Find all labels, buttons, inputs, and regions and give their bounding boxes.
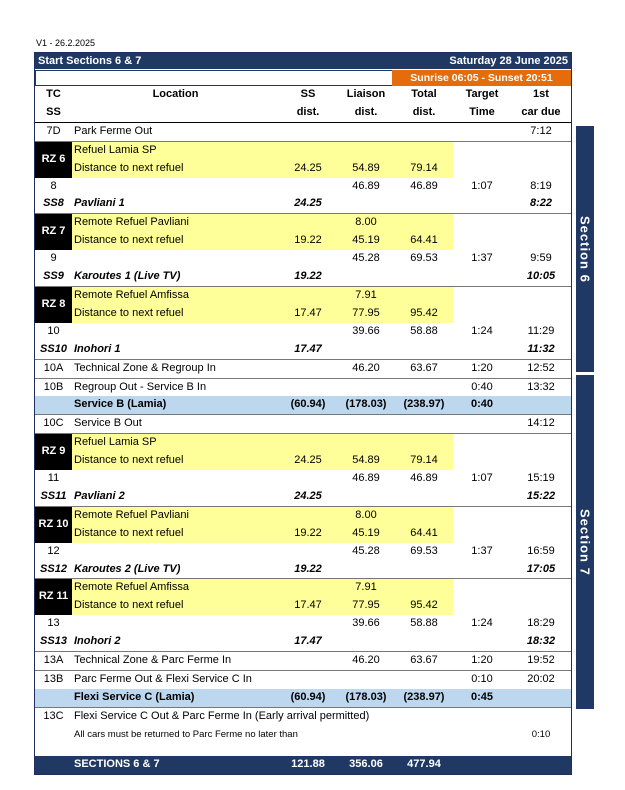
liaison-distance [337,122,395,141]
column-header: dist. [395,104,453,122]
column-header: Target [465,88,499,100]
refuel-zone-row [35,141,571,159]
ss-distance: 24.25 [279,488,337,506]
column-header: dist. [337,104,395,122]
empty-cell [35,726,72,744]
empty-cell [453,286,511,304]
location: Flexi Service C Out & Parc Ferme In (Early arrival permitted) [72,707,453,725]
column-header: car due [511,104,571,122]
total-distance: 64.41 [395,232,453,250]
note-text: All cars must be returned to Parc Ferme no later than [74,728,298,740]
liaison-distance: (178.03) [337,396,395,414]
note-time: 0:10 [531,728,551,740]
stage-name: Karoutes 1 (Live TV) [72,268,279,286]
stage-start-time: 18:32 [511,633,571,651]
service-row [35,689,571,707]
itinerary-table [35,86,571,774]
refuel-zone-number: RZ 10 [35,506,72,542]
liaison-total: 356.06 [337,756,395,774]
liaison-distance: 45.19 [337,232,395,250]
column-header: TC [46,88,61,100]
empty-cell [453,756,511,774]
empty-cell [453,141,511,159]
total-distance [395,415,453,434]
target-time: 1:24 [471,617,493,630]
liaison-distance: 46.89 [352,179,380,192]
empty-cell [511,597,571,615]
spacer-row [35,744,571,756]
empty-cell [511,506,571,524]
liaison-distance: 77.95 [337,305,395,323]
empty-cell [511,452,571,470]
refuel-distance-label: Distance to next refuel [72,452,279,470]
ss-distance: 24.25 [279,452,337,470]
special-stage-row [35,341,571,359]
sheet-header [35,53,571,69]
first-car-due: 8:19 [530,179,552,192]
empty-cell [511,579,571,597]
refuel-distance-label: Distance to next refuel [72,597,279,615]
refuel-distance-row [35,525,571,543]
sun-row-spacer [35,70,392,86]
refuel-zone-row [35,214,571,232]
liaison-distance: 8.00 [337,214,395,232]
ss-distance: 24.25 [279,195,337,213]
refuel-distance-label: Distance to next refuel [72,525,279,543]
tc-number: 13 [47,617,60,630]
event-date: Saturday 28 June 2025 [449,55,568,67]
empty-cell [279,615,337,633]
total-distance: 58.88 [410,617,438,630]
empty-cell [35,756,72,774]
empty-cell [511,396,571,414]
stage-start-time: 15:22 [511,488,571,506]
tc-number: 11 [47,472,60,485]
tc-number: 10B [35,378,72,396]
total-distance: 64.41 [395,525,453,543]
sun-row [35,69,571,86]
time-control-row [35,470,571,488]
target-time: 1:20 [453,359,511,378]
time-control-row [35,178,571,196]
stage-number: SS8 [35,195,72,213]
ss-distance: 19.22 [279,561,337,579]
section-6-band [576,126,594,372]
totals-label: SECTIONS 6 & 7 [72,756,279,774]
ss-distance [279,214,337,232]
time-control-row [35,415,571,434]
total-distance: 79.14 [395,452,453,470]
liaison-distance: 46.89 [352,472,380,485]
liaison-distance [337,415,395,434]
stage-start-time: 10:05 [511,268,571,286]
stage-number: SS12 [35,561,72,579]
section-6-label: Section 6 [577,215,593,283]
section-7-band [576,375,594,709]
empty-cell [72,178,279,196]
refuel-location: Remote Refuel Amfissa [72,579,279,597]
total-distance: (238.97) [395,396,453,414]
liaison-distance: 7.91 [337,579,395,597]
ss-distance: 17.47 [279,633,337,651]
stage-start-time: 11:32 [511,341,571,359]
target-time [453,415,511,434]
empty-cell [511,525,571,543]
first-car-due: 19:52 [511,652,571,671]
first-car-due: 11:29 [527,324,555,337]
ss-distance: 17.47 [279,597,337,615]
stage-name: Pavliani 1 [72,195,279,213]
empty-cell [453,232,511,250]
refuel-distance-row [35,597,571,615]
liaison-distance: (178.03) [337,689,395,707]
ss-distance [279,579,337,597]
grand-total: 477.94 [395,756,453,774]
total-distance: 69.53 [410,544,438,557]
liaison-distance: 77.95 [337,597,395,615]
stage-number: SS10 [35,341,72,359]
refuel-zone-row [35,579,571,597]
refuel-distance-row [35,452,571,470]
empty-cell [395,341,453,359]
empty-cell [453,633,511,651]
target-time [453,122,511,141]
column-header: Liaison [346,88,386,100]
empty-cell [35,396,72,414]
refuel-zone-number: RZ 8 [35,286,72,322]
empty-cell [453,525,511,543]
refuel-zone-number: RZ 7 [35,214,72,250]
time-control-row [35,652,571,671]
empty-cell [395,488,453,506]
liaison-distance: 46.20 [337,652,395,671]
refuel-location: Refuel Lamia SP [72,434,279,452]
special-stage-row [35,488,571,506]
note-row [35,726,571,744]
target-time: 0:10 [453,671,511,689]
tc-number: 9 [50,252,57,265]
time-control-row [35,543,571,561]
stage-name: Karoutes 2 (Live TV) [72,561,279,579]
time-control-row [35,671,571,689]
empty-cell [453,561,511,579]
location: Park Ferme Out [72,122,279,141]
tc-number: 7D [35,122,72,141]
empty-cell [35,744,571,756]
empty-cell [511,232,571,250]
empty-cell [453,434,511,452]
first-car-due: 20:02 [511,671,571,689]
empty-cell [279,178,337,196]
empty-cell [511,214,571,232]
empty-cell [511,160,571,178]
empty-cell [72,615,279,633]
tc-number: 10 [47,324,60,337]
empty-cell [511,141,571,159]
empty-cell [395,268,453,286]
stage-start-time: 17:05 [511,561,571,579]
empty-cell [72,323,279,341]
tc-number: 10C [35,415,72,434]
empty-cell [337,561,395,579]
ss-total: 121.88 [279,756,337,774]
empty-cell [453,341,511,359]
refuel-zone-row [35,506,571,524]
total-distance: (238.97) [395,689,453,707]
empty-cell [453,452,511,470]
first-car-due: 18:29 [527,617,555,630]
empty-cell [511,434,571,452]
column-header: 1st [533,88,549,100]
ss-distance [279,652,337,671]
empty-cell [453,597,511,615]
special-stage-row [35,195,571,213]
empty-cell [72,543,279,561]
column-header: SS [35,104,72,122]
version-label: V1 - 26.2.2025 [36,38,96,48]
totals-row [35,756,571,774]
time-control-row [35,250,571,268]
special-stage-row [35,268,571,286]
time-control-row [35,323,571,341]
empty-cell [453,214,511,232]
target-time [453,707,511,725]
first-car-due: 15:19 [527,472,555,485]
stage-number: SS9 [35,268,72,286]
empty-cell [395,633,453,651]
total-distance [395,506,453,524]
first-car-due: 14:12 [511,415,571,434]
empty-cell [337,195,395,213]
total-distance [395,378,453,396]
empty-cell [453,579,511,597]
tc-number: 13C [35,707,72,725]
tc-number: 12 [47,544,60,557]
liaison-distance: 45.28 [352,544,380,557]
ss-distance: (60.94) [279,689,337,707]
ss-distance [279,141,337,159]
liaison-distance [337,671,395,689]
ss-distance: 24.25 [279,160,337,178]
ss-distance: 19.22 [279,525,337,543]
total-distance [395,671,453,689]
empty-cell [279,543,337,561]
empty-cell [337,268,395,286]
target-time: 1:07 [471,179,493,192]
total-distance: 95.42 [395,305,453,323]
empty-cell [511,689,571,707]
target-time: 0:45 [453,689,511,707]
liaison-distance: 54.89 [337,452,395,470]
total-distance [395,434,453,452]
ss-distance [279,286,337,304]
total-distance [395,141,453,159]
stage-number: SS11 [35,488,72,506]
liaison-distance: 39.66 [352,324,380,337]
empty-cell [279,250,337,268]
refuel-distance-label: Distance to next refuel [72,232,279,250]
column-header: Location [152,88,199,100]
tc-number: 13B [35,671,72,689]
stage-name: Inohori 2 [72,633,279,651]
time-control-row [35,359,571,378]
location: Service B Out [72,415,279,434]
first-car-due: 13:32 [511,378,571,396]
time-control-row [35,707,571,725]
total-distance: 63.67 [395,652,453,671]
liaison-distance [337,378,395,396]
refuel-distance-row [35,232,571,250]
refuel-zone-row [35,434,571,452]
empty-cell [453,160,511,178]
stage-name: Inohori 1 [72,341,279,359]
liaison-distance: 45.28 [352,252,380,265]
liaison-distance [337,434,395,452]
refuel-distance-row [35,305,571,323]
refuel-zone-number: RZ 6 [35,141,72,177]
ss-distance [279,415,337,434]
location: Regroup Out - Service B In [72,378,279,396]
time-control-row [35,122,571,141]
time-control-row [35,615,571,633]
refuel-zone-number: RZ 11 [35,579,72,615]
refuel-zone-number: RZ 9 [35,434,72,470]
column-header: Total [411,88,437,100]
total-distance: 58.88 [410,324,438,337]
column-header: Time [453,104,511,122]
service-name: Flexi Service C (Lamia) [72,689,279,707]
empty-cell [279,470,337,488]
refuel-distance-label: Distance to next refuel [72,160,279,178]
empty-cell [511,286,571,304]
empty-cell [453,305,511,323]
location: Technical Zone & Parc Ferme In [72,652,279,671]
column-header: dist. [279,104,337,122]
liaison-distance: 7.91 [337,286,395,304]
location: Parc Ferme Out & Flexi Service C In [72,671,279,689]
total-distance: 46.89 [410,179,438,192]
total-distance [395,122,453,141]
total-distance [395,579,453,597]
ss-distance: 19.22 [279,232,337,250]
service-row [35,396,571,414]
empty-cell [453,506,511,524]
empty-cell [511,756,571,774]
column-header-2 [35,104,571,122]
stage-start-time: 8:22 [511,195,571,213]
target-time: 1:37 [471,252,493,265]
refuel-location: Remote Refuel Pavliani [72,214,279,232]
tc-number: 10A [35,359,72,378]
total-distance: 63.67 [395,359,453,378]
first-car-due: 16:59 [527,544,555,557]
liaison-distance: 54.89 [337,160,395,178]
liaison-distance: 45.19 [337,525,395,543]
ss-distance: 19.22 [279,268,337,286]
refuel-location: Remote Refuel Amfissa [72,286,279,304]
liaison-distance: 46.20 [337,359,395,378]
ss-distance: (60.94) [279,396,337,414]
first-car-due [511,707,571,725]
target-time: 0:40 [453,378,511,396]
empty-cell [337,341,395,359]
ss-distance [279,378,337,396]
column-header-1 [35,86,571,104]
column-header [72,104,279,122]
total-distance [395,214,453,232]
target-time: 1:07 [471,472,493,485]
total-distance: 79.14 [395,160,453,178]
empty-cell [453,195,511,213]
target-time: 0:40 [453,396,511,414]
first-car-due: 9:59 [530,252,552,265]
liaison-distance [337,141,395,159]
liaison-distance: 39.66 [352,617,380,630]
empty-cell [72,250,279,268]
ss-distance [279,434,337,452]
empty-cell [511,305,571,323]
ss-distance [279,671,337,689]
ss-distance: 17.47 [279,341,337,359]
total-distance: 95.42 [395,597,453,615]
total-distance [395,286,453,304]
refuel-location: Remote Refuel Pavliani [72,506,279,524]
refuel-distance-row [35,160,571,178]
service-name: Service B (Lamia) [72,396,279,414]
empty-cell [279,323,337,341]
section-7-label: Section 7 [577,508,593,576]
first-car-due: 7:12 [511,122,571,141]
target-time: 1:37 [471,544,493,557]
liaison-distance: 8.00 [337,506,395,524]
refuel-zone-row [35,286,571,304]
location: Technical Zone & Regroup In [72,359,279,378]
first-car-due: 12:52 [511,359,571,378]
empty-cell [337,488,395,506]
target-time: 1:24 [471,324,493,337]
empty-cell [35,689,72,707]
empty-cell [395,561,453,579]
empty-cell [337,633,395,651]
target-time: 1:20 [453,652,511,671]
tc-number: 8 [50,179,57,192]
special-stage-row [35,633,571,651]
empty-cell [453,268,511,286]
stage-number: SS13 [35,633,72,651]
sunrise-sunset: Sunrise 06:05 - Sunset 20:51 [392,70,571,86]
column-header: SS [300,88,316,100]
empty-cell [72,470,279,488]
stage-name: Pavliani 2 [72,488,279,506]
sheet-title: Start Sections 6 & 7 [38,55,142,67]
itinerary-sheet [34,52,572,775]
total-distance: 46.89 [410,472,438,485]
ss-distance: 17.47 [279,305,337,323]
time-control-row [35,378,571,396]
ss-distance [279,359,337,378]
ss-distance [279,506,337,524]
refuel-location: Refuel Lamia SP [72,141,279,159]
empty-cell [395,195,453,213]
total-distance: 69.53 [410,252,438,265]
special-stage-row [35,561,571,579]
empty-cell [453,488,511,506]
tc-number: 13A [35,652,72,671]
ss-distance [279,122,337,141]
refuel-distance-label: Distance to next refuel [72,305,279,323]
